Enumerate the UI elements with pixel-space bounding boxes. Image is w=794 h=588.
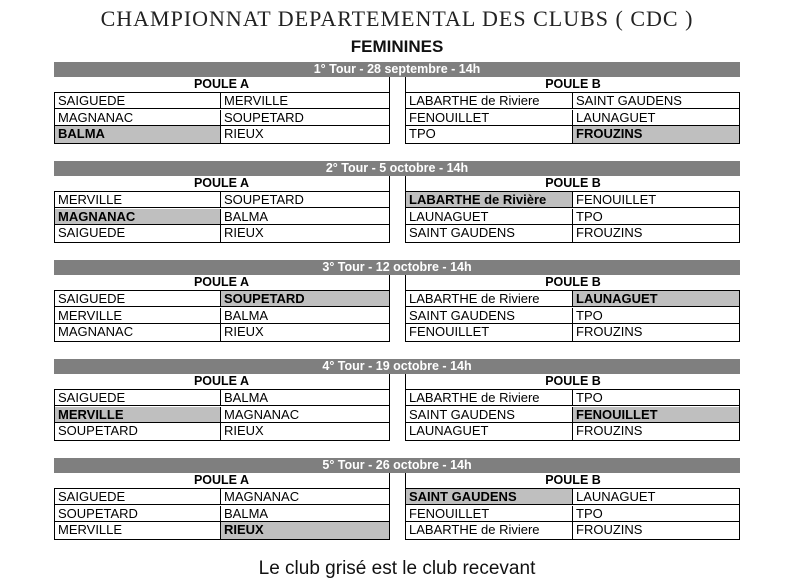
- club-cell: MERVILLE: [55, 522, 221, 538]
- club-cell: LABARTHE de Riviere: [406, 522, 573, 538]
- club-cell: TPO: [573, 506, 739, 522]
- home-club-cell: RIEUX: [221, 522, 389, 538]
- club-cell: RIEUX: [224, 324, 264, 340]
- club-cell: SAIGUEDE: [55, 93, 221, 109]
- club-cell: LABARTHE de Riviere: [406, 93, 573, 109]
- match-grid: [405, 488, 740, 540]
- club-cell: TPO: [573, 390, 739, 406]
- match-grid: [54, 191, 390, 243]
- club-cell: SAIGUEDE: [55, 489, 221, 505]
- club-cell: SAINT GAUDENS: [573, 93, 739, 109]
- club-cell: MERVILLE: [221, 93, 389, 109]
- club-cell: FENOUILLET: [406, 324, 573, 340]
- poule-a-table: [54, 374, 390, 441]
- club-cell: FROUZINS: [576, 324, 643, 340]
- match-grid: [54, 92, 390, 144]
- poule-a-table: [54, 176, 390, 243]
- poule-header: POULE B: [405, 77, 740, 92]
- club-cell: SOUPETARD: [221, 192, 389, 208]
- match-grid: [405, 191, 740, 243]
- match-grid: [405, 92, 740, 144]
- footer-note: Le club grisé est le club recevant: [258, 558, 536, 579]
- home-club-cell: LAUNAGUET: [573, 291, 739, 307]
- poule-header: POULE B: [405, 176, 740, 191]
- poule-b-table: [405, 473, 740, 540]
- club-cell: LAUNAGUET: [406, 209, 573, 225]
- club-cell: BALMA: [221, 209, 389, 225]
- home-club-cell: LABARTHE de Rivière: [406, 192, 573, 208]
- club-cell: SOUPETARD: [55, 506, 221, 522]
- club-cell: MAGNANAC: [221, 489, 389, 505]
- club-cell: TPO: [406, 126, 573, 142]
- club-cell: LAUNAGUET: [573, 110, 739, 126]
- club-cell: RIEUX: [224, 423, 264, 439]
- home-club-cell: BALMA: [55, 126, 221, 142]
- club-cell: MAGNANAC: [221, 407, 389, 423]
- home-club-cell: MAGNANAC: [55, 209, 221, 225]
- club-cell: SAIGUEDE: [55, 390, 221, 406]
- round-header: 5° Tour - 26 octobre - 14h: [54, 458, 740, 473]
- poule-header: POULE A: [54, 176, 390, 191]
- poule-header: POULE A: [54, 374, 390, 389]
- club-cell: BALMA: [221, 506, 389, 522]
- poule-b-table: [405, 176, 740, 243]
- club-cell: MERVILLE: [55, 308, 221, 324]
- club-cell: LABARTHE de Riviere: [406, 291, 573, 307]
- match-grid: [54, 290, 390, 342]
- poule-header: POULE A: [54, 473, 390, 488]
- club-cell: SAINT GAUDENS: [406, 308, 573, 324]
- club-cell: SAINT GAUDENS: [406, 225, 573, 241]
- poule-header: POULE B: [405, 374, 740, 389]
- club-cell: LABARTHE de Riviere: [406, 390, 573, 406]
- home-club-cell: FROUZINS: [573, 126, 739, 142]
- club-cell: SOUPETARD: [55, 423, 221, 439]
- poule-a-table: [54, 77, 390, 144]
- round-header: 3° Tour - 12 octobre - 14h: [54, 260, 740, 275]
- poule-header: POULE A: [54, 275, 390, 290]
- poule-a-table: [54, 473, 390, 540]
- document-title: CHAMPIONNAT DEPARTEMENTAL DES CLUBS ( CDC ): [100, 6, 694, 31]
- round-block: [54, 260, 740, 342]
- poule-b-table: [405, 374, 740, 441]
- poule-b-table: [405, 275, 740, 342]
- match-grid: [54, 389, 390, 441]
- poule-header: POULE B: [405, 473, 740, 488]
- match-grid: [405, 389, 740, 441]
- club-cell: FENOUILLET: [406, 506, 573, 522]
- club-cell: MERVILLE: [55, 192, 221, 208]
- club-cell: TPO: [573, 209, 739, 225]
- round-header: 4° Tour - 19 octobre - 14h: [54, 359, 740, 374]
- club-cell: FROUZINS: [576, 423, 643, 439]
- club-cell: BALMA: [221, 308, 389, 324]
- poule-header: POULE A: [54, 77, 390, 92]
- club-cell: SAINT GAUDENS: [406, 407, 573, 423]
- club-cell: BALMA: [221, 390, 389, 406]
- club-cell: FENOUILLET: [406, 110, 573, 126]
- poule-header: POULE B: [405, 275, 740, 290]
- match-grid: [405, 290, 740, 342]
- club-cell: MAGNANAC: [55, 110, 221, 126]
- home-club-cell: SAINT GAUDENS: [406, 489, 573, 505]
- home-club-cell: FENOUILLET: [573, 407, 739, 423]
- home-club-cell: MERVILLE: [55, 407, 221, 423]
- round-block: [54, 161, 740, 243]
- club-cell: LAUNAGUET: [573, 489, 739, 505]
- club-cell: FROUZINS: [576, 225, 643, 241]
- club-cell: MAGNANAC: [55, 324, 221, 340]
- round-block: [54, 62, 740, 144]
- club-cell: RIEUX: [224, 225, 264, 241]
- club-cell: TPO: [573, 308, 739, 324]
- club-cell: LAUNAGUET: [406, 423, 573, 439]
- round-header: 1° Tour - 28 septembre - 14h: [54, 62, 740, 77]
- round-block: [54, 359, 740, 441]
- club-cell: FROUZINS: [576, 522, 643, 538]
- club-cell: FENOUILLET: [573, 192, 739, 208]
- match-grid: [54, 488, 390, 540]
- round-header: 2° Tour - 5 octobre - 14h: [54, 161, 740, 176]
- poule-a-table: [54, 275, 390, 342]
- document-subtitle: FEMININES: [350, 37, 444, 56]
- club-cell: SOUPETARD: [221, 110, 389, 126]
- round-block: [54, 458, 740, 540]
- poule-b-table: [405, 77, 740, 144]
- club-cell: SAIGUEDE: [55, 291, 221, 307]
- home-club-cell: SOUPETARD: [221, 291, 389, 307]
- club-cell: SAIGUEDE: [55, 225, 221, 241]
- club-cell: RIEUX: [224, 126, 264, 142]
